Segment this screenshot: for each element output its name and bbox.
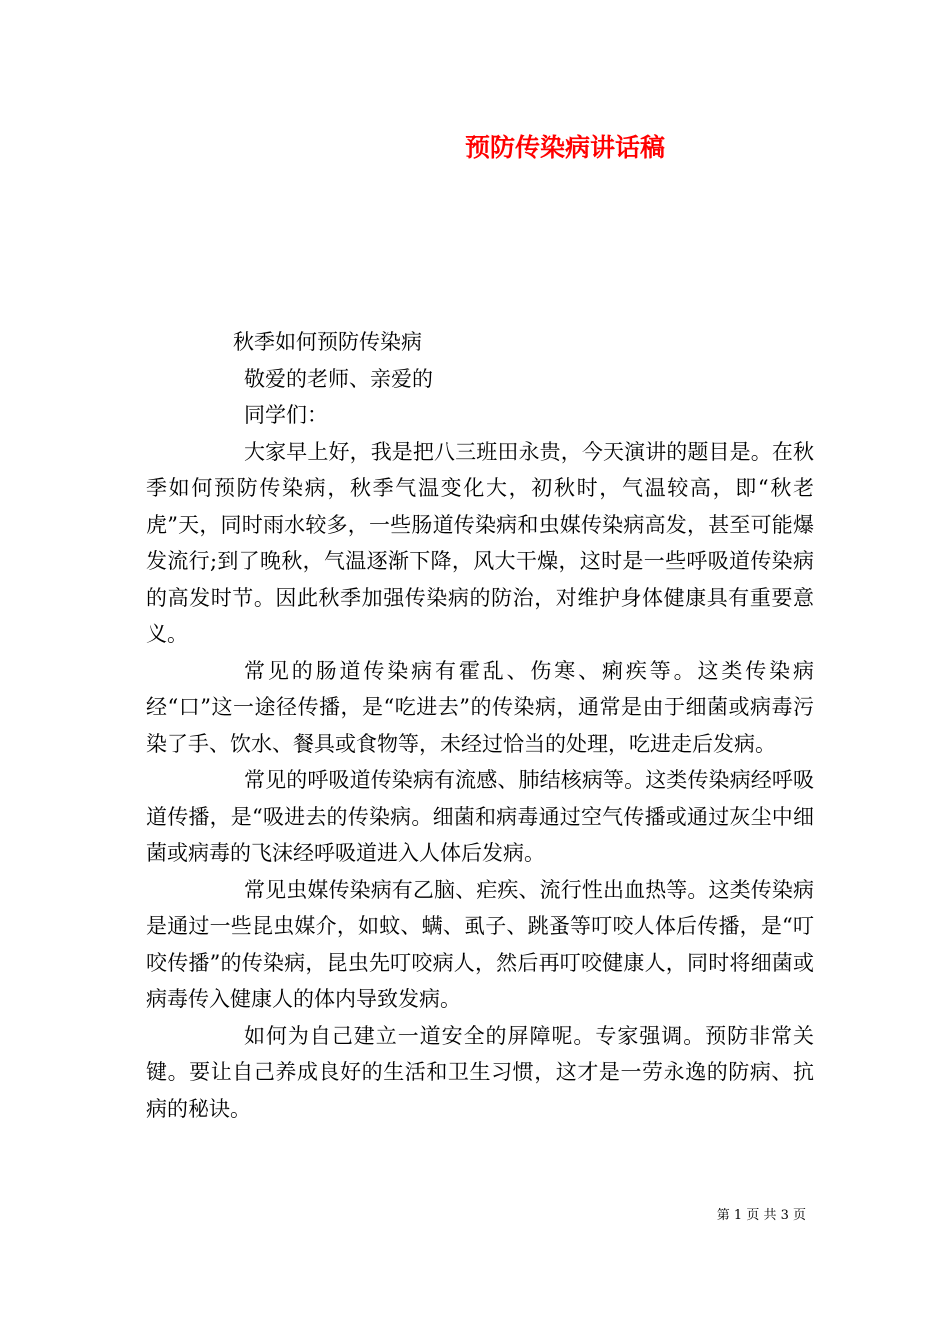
paragraph: 如何为自己建立一道安全的屏障呢。专家强调。预防非常关键。要让自己养成良好的生活和卫生习惯，这才是一劳永逸的防病、抗病的秘诀。	[146, 1023, 814, 1121]
greeting-line-2: 同学们：	[244, 403, 328, 427]
paragraph: 常见虫媒传染病有乙脑、疟疾、流行性出血热等。这类传染病是通过一些昆虫媒介，如蚊、螨、虱子、跳蚤等叮咬人体后传播，是“叮咬传播”的传染病，昆虫先叮咬病人，然后再叮咬健康人，同时将细菌或病毒传入健康人的体内导致发病。	[146, 877, 814, 1011]
subtitle: 秋季如何预防传染病	[233, 330, 422, 354]
document-title: 预防传染病讲话稿	[464, 133, 665, 162]
paragraph: 大家早上好，我是把八三班田永贵，今天演讲的题目是。在秋季如何预防传染病，秋季气温变化大，初秋时，气温较高，即“秋老虎”天，同时雨水较多，一些肠道传染病和虫媒传染病高发，甚至可能爆发流行;到了晚秋，气温逐渐下降，风大干燥，这时是一些呼吸道传染病的高发时节。因此秋季加强传染病的防治，对维护身体健康具有重要意义。	[146, 439, 814, 646]
document-body	[146, 324, 814, 1127]
paragraph: 常见的肠道传染病有霍乱、伤寒、痢疾等。这类传染病经“口”这一途径传播，是“吃进去”的传染病，通常是由于细菌或病毒污染了手、饮水、餐具或食物等，未经过恰当的处理，吃进走后发病。	[146, 658, 814, 756]
paragraph: 常见的呼吸道传染病有流感、肺结核病等。这类传染病经呼吸道传播，是“吸进去的传染病。细菌和病毒通过空气传播或通过灰尘中细菌或病毒的飞沫经呼吸道进入人体后发病。	[146, 768, 814, 865]
page-number: 第 1 页 共 3 页	[716, 1208, 806, 1223]
greeting-line-1: 敬爱的老师、亲爱的	[244, 366, 433, 391]
